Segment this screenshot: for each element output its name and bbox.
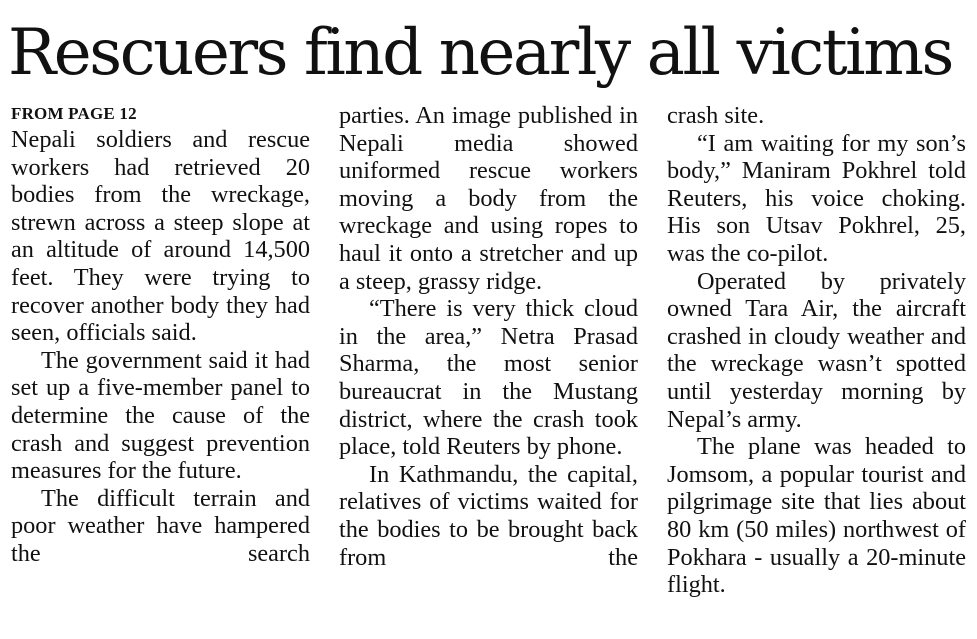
paragraph: The government said it had set up a five-member panel to determine the cause of the crash and suggest prevention measures for the future. [11,346,310,485]
paragraph: parties. An image published in Nepali media showed uniformed rescue workers moving a body from the wreckage and using ropes to haul it onto a stretcher and up a steep, grassy ridge. [339,102,638,295]
headline: Rescuers find nearly all victims [8,16,952,90]
paragraph: The plane was headed to Jomsom, a popular tourist and pilgrimage site that lies about 80 km (50 miles) northwest of Pokhara - usually a 20-minute flight. [667,433,966,599]
continuation-kicker: FROM PAGE 12 [11,104,137,123]
paragraph: “There is very thick cloud in the area,” Netra Prasad Sharma, the most senior bureaucrat in the Mustang district, where the crash took place, told Reuters by phone. [339,295,638,461]
article-column-2 [339,102,638,571]
paragraph: “I am waiting for my son’s body,” Maniram Pokhrel told Reuters, his voice choking. His son Utsav Pokhrel, 25, was the co-pilot. [667,129,966,267]
paragraph: In Kathmandu, the capital, relatives of victims waited for the bodies to be brought back from the [339,460,638,571]
article-column-1 [11,102,310,568]
paragraph: crash site. [667,102,765,129]
article-column-3 [667,102,966,599]
paragraph: Operated by privately owned Tara Air, the aircraft crashed in cloudy weather and the wreckage wasn’t spotted until yesterday morning by Nepal’s army. [667,267,966,433]
paragraph: The difficult terrain and poor weather have hampered the search [11,484,310,567]
paragraph: Nepali soldiers and rescue workers had retrieved 20 bodies from the wreckage, strewn across a steep slope at an altitude of around 14,500 feet. They were trying to recover another body they had seen, officials said. [11,126,310,347]
